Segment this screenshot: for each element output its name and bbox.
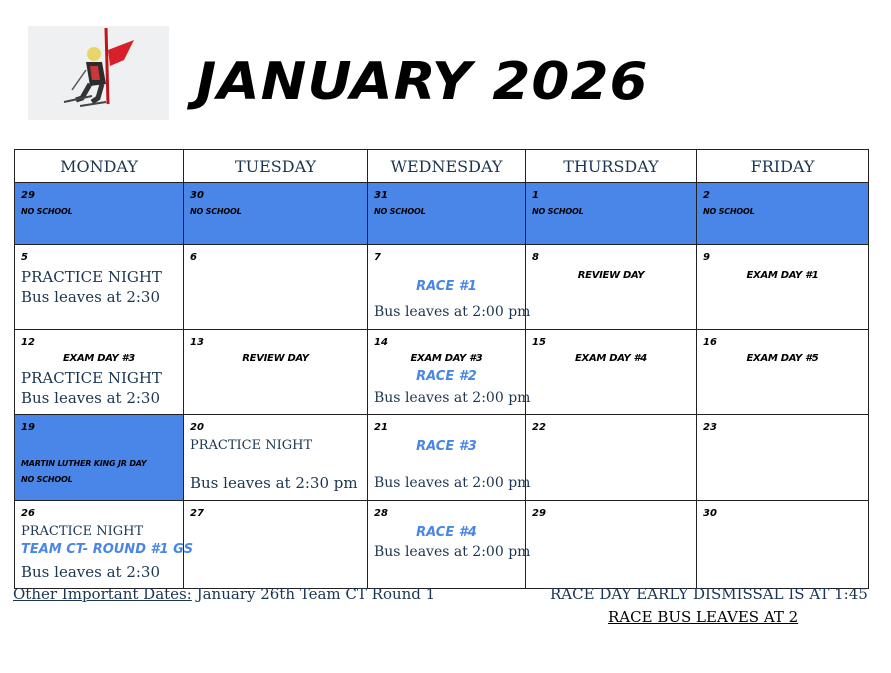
- day-number: 26: [21, 508, 35, 519]
- other-important-dates: [13, 585, 435, 603]
- header-friday: FRIDAY: [697, 150, 869, 183]
- day-cell: [697, 501, 869, 589]
- other-dates-label: Other Important Dates:: [13, 585, 192, 603]
- practice-night: PRACTICE NIGHT: [21, 369, 162, 387]
- day-cell: [184, 501, 368, 589]
- event-label: REVIEW DAY: [242, 353, 309, 364]
- day-number: 1: [532, 190, 539, 201]
- day-cell: [15, 330, 184, 415]
- day-cell: [368, 183, 526, 245]
- page-title: JANUARY 2026: [196, 52, 649, 112]
- race-label: RACE #1: [416, 279, 477, 294]
- calendar-table: [14, 149, 869, 589]
- header-tuesday: TUESDAY: [184, 150, 368, 183]
- day-cell: [184, 245, 368, 330]
- no-school-note: NO SCHOOL: [21, 207, 73, 216]
- day-cell: [697, 330, 869, 415]
- race-label: RACE #4: [416, 525, 477, 540]
- other-dates-text: January 26th Team CT Round 1: [191, 585, 436, 603]
- day-number: 23: [703, 422, 717, 433]
- header-thursday: THURSDAY: [526, 150, 697, 183]
- practice-night: PRACTICE NIGHT: [21, 524, 144, 539]
- day-number: 13: [190, 337, 204, 348]
- day-cell: [526, 245, 697, 330]
- day-cell: [368, 330, 531, 415]
- week-row: [15, 415, 869, 501]
- day-cell: [15, 415, 184, 501]
- day-number: 15: [532, 337, 546, 348]
- day-cell: [526, 183, 697, 245]
- bus-time: Bus leaves at 2:00 pm: [374, 544, 531, 560]
- week-row: [15, 183, 869, 245]
- day-cell: [526, 330, 697, 415]
- day-cell: [15, 501, 194, 589]
- day-cell: [697, 183, 869, 245]
- day-cell: [184, 330, 368, 415]
- day-number: 28: [374, 508, 388, 519]
- calendar-header-row: [15, 150, 869, 183]
- day-number: 12: [21, 337, 35, 348]
- bus-time: Bus leaves at 2:30: [21, 389, 161, 407]
- no-school-note: NO SCHOOL: [703, 207, 755, 216]
- day-number: 5: [21, 252, 28, 263]
- bus-time: Bus leaves at 2:00 pm: [374, 390, 531, 406]
- day-number: 29: [532, 508, 546, 519]
- day-cell: [368, 415, 531, 501]
- day-number: 16: [703, 337, 717, 348]
- day-number: 9: [703, 252, 710, 263]
- day-cell: [184, 415, 368, 501]
- bus-time: Bus leaves at 2:00 pm: [374, 304, 531, 320]
- day-cell: [184, 183, 368, 245]
- header-monday: MONDAY: [15, 150, 184, 183]
- bus-time: Bus leaves at 2:30: [21, 288, 161, 306]
- header-wednesday: WEDNESDAY: [368, 150, 526, 183]
- day-cell: [526, 415, 697, 501]
- no-school-note: NO SCHOOL: [21, 475, 73, 484]
- day-number: 2: [703, 190, 710, 201]
- practice-night: PRACTICE NIGHT: [21, 268, 162, 286]
- day-cell: [697, 415, 869, 501]
- no-school-note: NO SCHOOL: [532, 207, 584, 216]
- day-cell: [15, 245, 184, 330]
- day-number: 6: [190, 252, 197, 263]
- day-number: 29: [21, 190, 35, 201]
- week-row: [15, 245, 869, 330]
- skier-photo: [28, 26, 169, 120]
- week-row: [15, 330, 869, 415]
- day-number: 14: [374, 337, 388, 348]
- team-ct-label: TEAM CT- ROUND #1 GS: [21, 542, 194, 557]
- day-number: 7: [374, 252, 381, 263]
- no-school-note: NO SCHOOL: [374, 207, 426, 216]
- day-number: 30: [703, 508, 717, 519]
- race-bus-note: RACE BUS LEAVES AT 2: [608, 608, 799, 626]
- race-label: RACE #3: [416, 439, 477, 454]
- day-number: 21: [374, 422, 388, 433]
- day-number: 30: [190, 190, 204, 201]
- day-number: 27: [190, 508, 204, 519]
- holiday-label: MARTIN LUTHER KING JR DAY: [21, 459, 147, 468]
- no-school-note: NO SCHOOL: [190, 207, 242, 216]
- event-label: EXAM DAY #4: [575, 353, 647, 364]
- bus-time: Bus leaves at 2:30 pm: [190, 474, 358, 492]
- event-label: EXAM DAY #5: [746, 353, 819, 364]
- event-label: EXAM DAY #3: [410, 353, 483, 364]
- day-number: 31: [374, 190, 388, 201]
- race-label: RACE #2: [416, 369, 477, 384]
- day-cell: [697, 245, 869, 330]
- event-label: EXAM DAY #1: [746, 270, 819, 281]
- day-number: 22: [532, 422, 546, 433]
- early-dismissal-note: RACE DAY EARLY DISMISSAL IS AT 1:45: [550, 585, 868, 603]
- bus-time: Bus leaves at 2:30: [21, 563, 161, 581]
- practice-night: PRACTICE NIGHT: [190, 438, 313, 453]
- bus-time: Bus leaves at 2:00 pm: [374, 475, 531, 491]
- day-cell: [15, 183, 184, 245]
- event-label: EXAM DAY #3: [63, 353, 135, 364]
- day-cell: [526, 501, 697, 589]
- day-number: 20: [190, 422, 204, 433]
- event-label: REVIEW DAY: [577, 270, 645, 281]
- day-cell: [368, 245, 531, 330]
- week-row: [15, 501, 869, 589]
- day-number: 19: [21, 422, 35, 433]
- day-cell: [368, 501, 531, 589]
- day-number: 8: [532, 252, 539, 263]
